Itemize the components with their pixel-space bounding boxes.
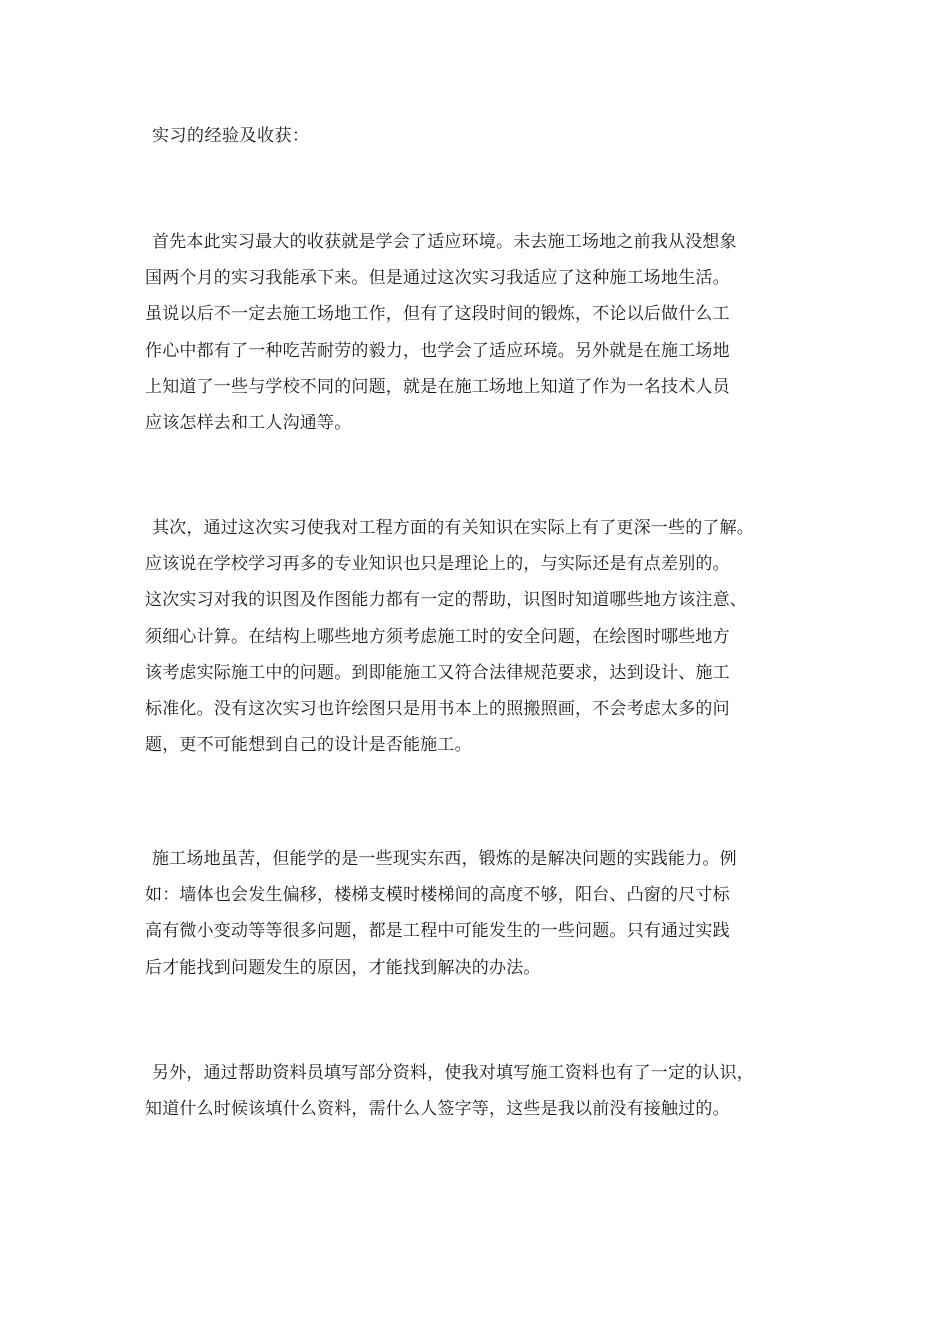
paragraph-line: 如：墙体也会发生偏移，楼梯支模时楼梯间的高度不够，阳台、凸窗的尺寸标 <box>145 885 730 906</box>
paragraph-line: 虽说以后不一定去施工场地工作，但有了这段时间的锻炼，不论以后做什么工 <box>145 304 730 325</box>
paragraph-line: 该考虑实际施工中的问题。到即能施工又符合法律规范要求，达到设计、施工 <box>145 662 730 683</box>
paragraph-line: 须细心计算。在结构上哪些地方须考虑施工时的安全问题，在绘图时哪些地方 <box>145 626 730 647</box>
paragraph-line: 施工场地虽苦，但能学的是一些现实东西，锻炼的是解决问题的实践能力。例 <box>152 849 737 869</box>
paragraph-line: 另外，通过帮助资料员填写部分资料，使我对填写施工资料也有了一定的认识， <box>152 1063 754 1083</box>
paragraph-line: 应该说在学校学习再多的专业知识也只是理论上的，与实际还是有点差别的。 <box>145 554 730 575</box>
paragraph-line: 作心中都有了一种吃苦耐劳的毅力，也学会了适应环境。另外就是在施工场地 <box>145 340 730 361</box>
paragraph-line: 其次，通过这次实习使我对工程方面的有关知识在实际上有了更深一些的了解。 <box>152 518 754 538</box>
paragraph-line: 应该怎样去和工人沟通等。 <box>145 412 352 433</box>
paragraph-line: 国两个月的实习我能承下来。但是通过这次实习我适应了这种施工场地生活。 <box>145 268 730 289</box>
paragraph-line: 后才能找到问题发生的原因，才能找到解决的办法。 <box>145 957 541 978</box>
paragraph-line: 上知道了一些与学校不同的问题，就是在施工场地上知道了作为一名技术人员 <box>145 376 730 397</box>
paragraph-engineering-knowledge <box>145 510 835 763</box>
paragraph-construction-records <box>145 1055 835 1127</box>
paragraph-line: 题，更不可能想到自己的设计是否能施工。 <box>145 735 472 756</box>
paragraph-adapting-environment <box>145 224 835 441</box>
section-heading: 实习的经验及收获： <box>152 126 310 146</box>
paragraph-line: 这次实习对我的识图及作图能力都有一定的帮助，识图时知道哪些地方该注意、 <box>145 590 747 611</box>
paragraph-practical-ability <box>145 841 835 986</box>
paragraph-line: 高有微小变动等等很多问题，都是工程中可能发生的一些问题。只有通过实践 <box>145 921 730 942</box>
paragraph-line: 标准化。没有这次实习也许绘图只是用书本上的照搬照画，不会考虑太多的问 <box>145 698 730 719</box>
paragraph-line: 知道什么时候该填什么资料，需什么人签字等，这些是我以前没有接触过的。 <box>145 1099 730 1120</box>
paragraph-line: 首先本此实习最大的收获就是学会了适应环境。未去施工场地之前我从没想象 <box>152 232 737 252</box>
